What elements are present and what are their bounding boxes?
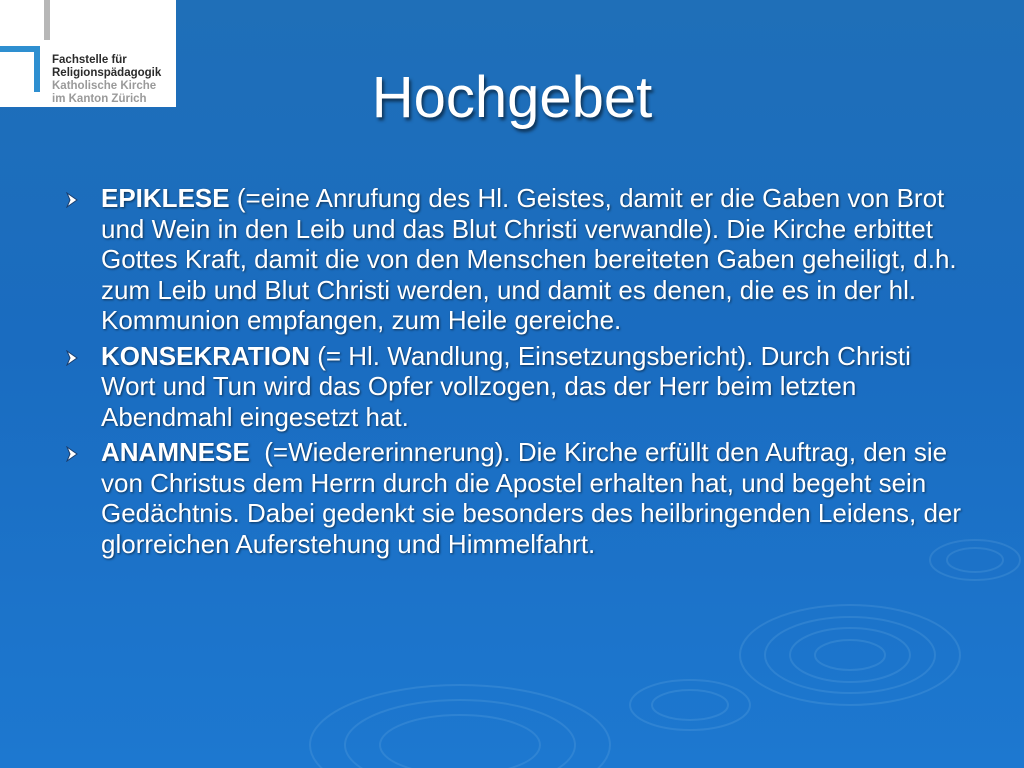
- arrow-bullet-icon: [64, 446, 80, 462]
- bullet-term: ANAMNESE: [101, 437, 250, 467]
- logo-line-1: Fachstelle für: [52, 54, 127, 66]
- bullet-item-epiklese: [62, 183, 962, 336]
- bullet-item-anamnese: [62, 437, 969, 559]
- logo-line-2: Religionspädagogik: [52, 67, 162, 79]
- bullet-term: KONSEKRATION: [101, 340, 310, 371]
- bullet-text: (=eine Anrufung des Hl. Geistes, damit er die Gaben von Brot und Wein in den Leib und das Blut Christi verwandle). Die Kirche erbittet Gottes Kraft, damit die von den Menschen bereiteten Gaben geheiligt, d.h. zum Leib und Blut Christi werden, und damit es denen, die es in der hl. Kommunion empfangen, zum Heile gereiche.: [101, 183, 957, 335]
- arrow-bullet-icon: [64, 350, 80, 366]
- slide-title: Hochgebet: [371, 65, 653, 130]
- arrow-bullet-icon: [64, 192, 80, 208]
- bullet-text: (=Wiedererinnerung). Die Kirche erfüllt den Auftrag, den sie von Christus dem Herrn durch die Apostel erhalten hat, und begeht sein Gedächtnis. Dabei gedenkt sie besonders des heilbringenden Leidens, der glorreichen Auferstehung und Himmelfahrt.: [101, 437, 969, 559]
- bullet-item-konsekration: [62, 341, 962, 433]
- bullet-list: [62, 183, 969, 564]
- logo-line-3: Katholische Kirche: [52, 80, 157, 92]
- bullet-text: (= Hl. Wandlung, Einsetzungsbericht). Durch Christi Wort und Tun wird das Opfer vollzogen, das der Herr beim letzten Abendmahl eingesetzt hat.: [101, 340, 911, 432]
- logo-line-4: im Kanton Zürich: [52, 93, 147, 105]
- bullet-term: EPIKLESE: [101, 183, 230, 213]
